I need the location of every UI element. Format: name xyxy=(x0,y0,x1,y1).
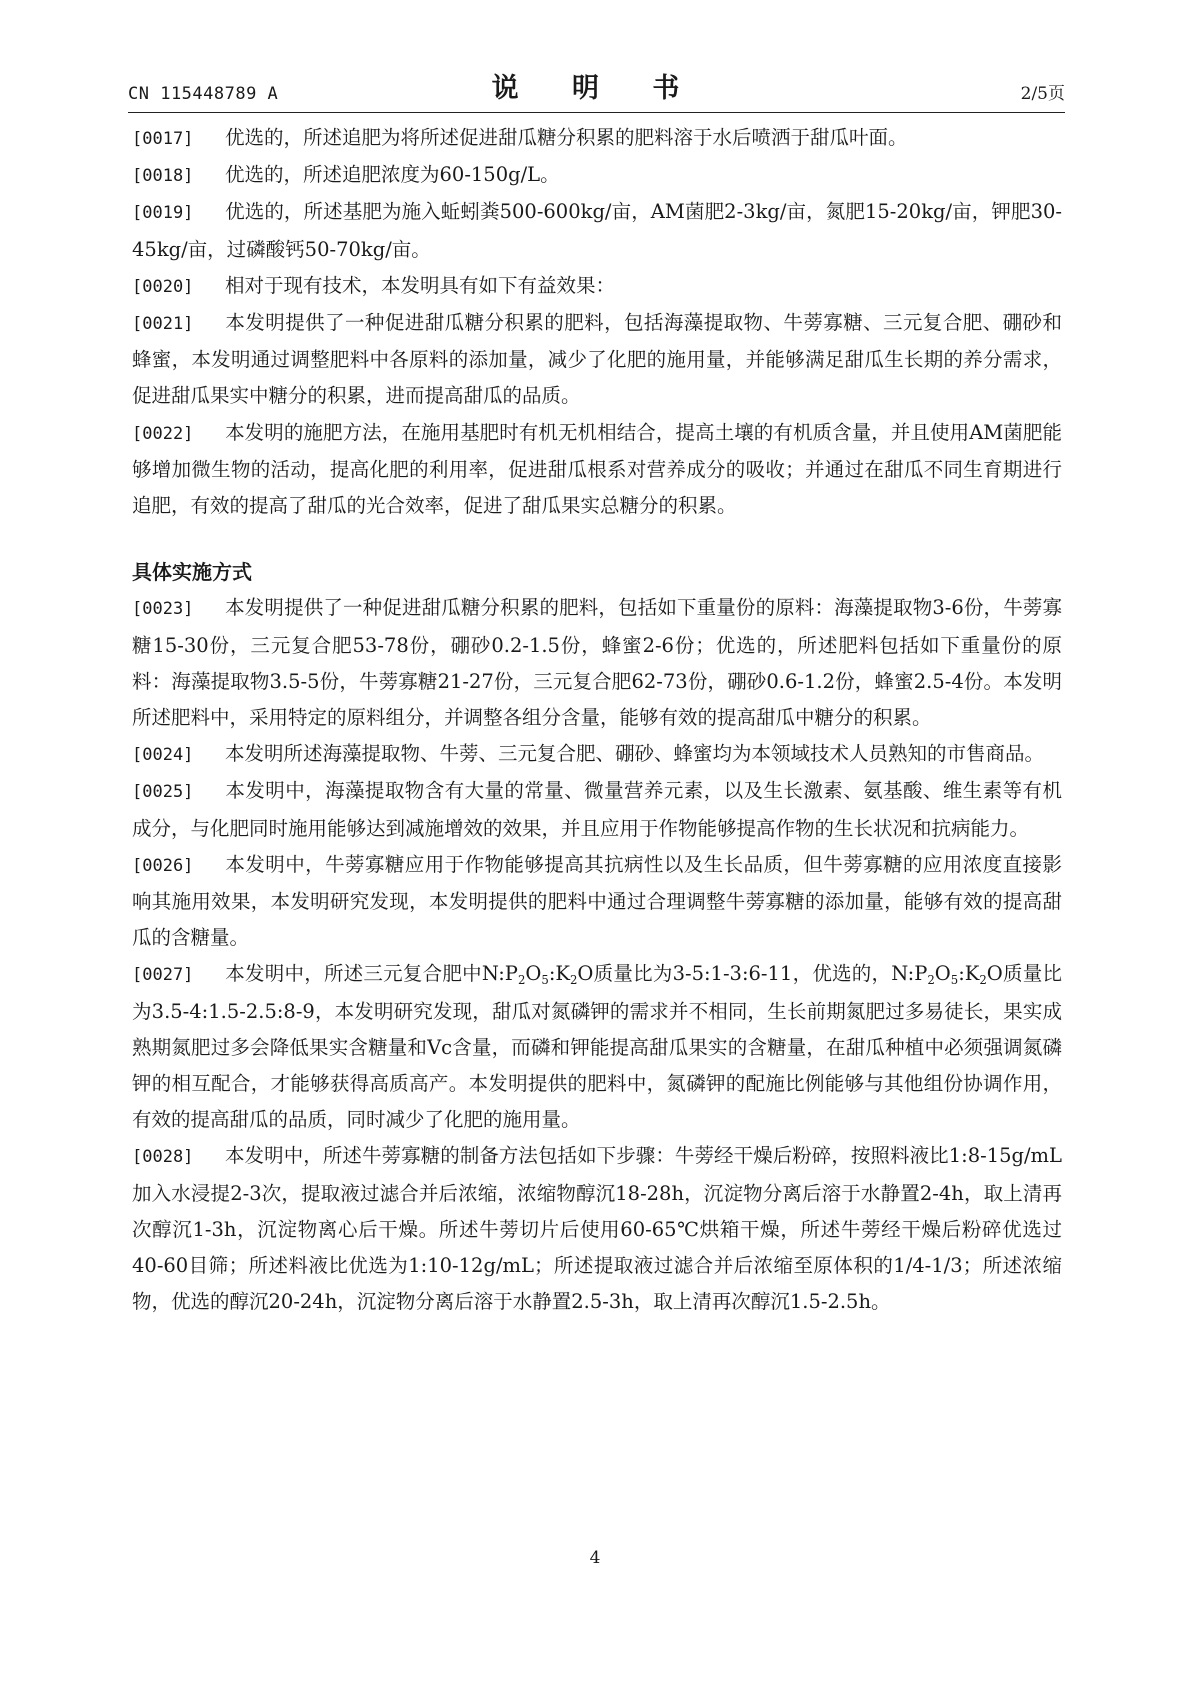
paragraph-text: 本发明的施肥方法，在施用基肥时有机无机相结合，提高土壤的有机质含量，并且使用AM菌肥能够增加微生物的活动，提高化肥的利用率，促进甜瓜根系对营养成分的吸收；并通过在甜瓜不同生育期进行追肥，有效的提高了甜瓜的光合效率，促进了甜瓜果实总糖分的积累。 xyxy=(132,420,1062,518)
paragraph-text: 相对于现有技术，本发明具有如下有益效果： xyxy=(225,273,616,297)
paragraph-text-part: :K xyxy=(548,962,570,986)
paragraph-text: 优选的，所述追肥浓度为60-150g/L。 xyxy=(225,163,560,187)
paragraph-0017 xyxy=(132,120,1062,157)
paragraph-number: [0021] xyxy=(132,314,194,335)
paragraph-text: 本发明提供了一种促进甜瓜糖分积累的肥料，包括海藻提取物、牛蒡寡糖、三元复合肥、硼砂和蜂蜜，本发明通过调整肥料中各原料的添加量，减少了化肥的施用量，并能够满足甜瓜生长期的养分需求，促进甜瓜果实中糖分的积累，进而提高甜瓜的品质。 xyxy=(132,311,1062,408)
paragraph-text-part: O质量比为3-5:1-3:6-11，优选的，N:P xyxy=(577,962,928,986)
paragraph-0025 xyxy=(132,773,1062,846)
paragraph-text: 本发明中，牛蒡寡糖应用于作物能够提高其抗病性以及生长品质，但牛蒡寡糖的应用浓度直接影响其施用效果，本发明研究发现，本发明提供的肥料中通过合理调整牛蒡寡糖的添加量，能够有效的提高甜瓜的含糖量。 xyxy=(132,852,1062,950)
subscript: 5 xyxy=(541,973,549,988)
paragraph-text: 优选的，所述追肥为将所述促进甜瓜糖分积累的肥料溶于水后喷洒于甜瓜叶面。 xyxy=(225,126,908,149)
paragraph-number: [0028] xyxy=(132,1147,194,1168)
paragraph-text-part: O xyxy=(525,962,542,986)
patent-number: CN 115448789 A xyxy=(128,84,279,104)
paragraph-0022 xyxy=(132,415,1062,525)
subscript: 2 xyxy=(927,973,935,988)
subscript: 2 xyxy=(517,973,526,988)
section-heading: 具体实施方式 xyxy=(132,560,252,585)
page-header xyxy=(128,66,1065,110)
paragraph-number: [0023] xyxy=(132,599,194,620)
paragraph-0023 xyxy=(132,590,1062,736)
paragraph-0021 xyxy=(132,305,1062,415)
paragraph-text-part: O xyxy=(934,962,951,986)
paragraph-0026 xyxy=(132,847,1062,957)
paragraph-number: [0019] xyxy=(132,203,194,224)
paragraph-number: [0024] xyxy=(132,745,194,766)
paragraph-0024 xyxy=(132,736,1062,773)
paragraph-0028 xyxy=(132,1138,1062,1320)
paragraph-number: [0018] xyxy=(132,166,194,187)
document-title: 说 明 书 xyxy=(491,73,702,104)
paragraph-text: 本发明中，海藻提取物含有大量的常量、微量营养元素，以及生长激素、氨基酸、维生素等有机成分，与化肥同时施用能够达到减施增效的效果，并且应用于作物能够提高作物的生长状况和抗病能力。 xyxy=(132,779,1062,840)
header-divider xyxy=(128,112,1065,113)
paragraph-text: 本发明所述海藻提取物、牛蒡、三元复合肥、硼砂、蜂蜜均为本领域技术人员熟知的市售商品。 xyxy=(225,742,1045,766)
subscript: 2 xyxy=(569,973,578,988)
subscript: 2 xyxy=(979,973,987,988)
page-indicator: 2/5页 xyxy=(1020,84,1065,104)
paragraph-0019 xyxy=(132,194,1062,267)
paragraph-0018 xyxy=(132,157,1062,194)
paragraph-text: 优选的，所述基肥为施入蚯蚓粪500-600kg/亩，AM菌肥2-3kg/亩，氮肥15-20kg/亩，钾肥30-45kg/亩，过磷酸钙50-70kg/亩。 xyxy=(132,200,1062,261)
paragraph-number: [0025] xyxy=(132,782,194,803)
paragraph-0027 xyxy=(132,956,1062,1138)
paragraph-text-part: 本发明中，所述三元复合肥中N:P xyxy=(225,962,518,986)
document-body xyxy=(132,120,1062,1321)
paragraph-number: [0022] xyxy=(132,423,194,444)
paragraph-0020 xyxy=(132,268,1062,305)
paragraph-text: 本发明提供了一种促进甜瓜糖分积累的肥料，包括如下重量份的原料：海藻提取物3-6份，牛蒡寡糖15-30份，三元复合肥53-78份，硼砂0.2-1.5份，蜂蜜2-6份；优选的，所述肥料包括如下重量份的原料：海藻提取物3.5-5份，牛蒡寡糖21-27份，三元复合肥62-73份，硼砂0.6-1.2份，蜂蜜2.5-4份。本发明所述肥料中，采用特定的原料组分，并调整各组分含量，能够有效的提高甜瓜中糖分的积累。 xyxy=(132,596,1062,730)
paragraph-number: [0027] xyxy=(132,965,194,986)
paragraph-text: 本发明中，所述牛蒡寡糖的制备方法包括如下步骤：牛蒡经干燥后粉碎，按照料液比1:8-15g/mL加入水浸提2-3次，提取液过滤合并后浓缩，浓缩物醇沉18-28h，沉淀物分离后溶于水静置2-4h，取上清再次醇沉1-3h，沉淀物离心后干燥。所述牛蒡切片后使用60-65℃烘箱干燥，所述牛蒡经干燥后粉碎优选过40-60目筛；所述料液比优选为1:10-12g/mL；所述提取液过滤合并后浓缩至原体积的1/4-1/3；所述浓缩物，优选的醇沉20-24h，沉淀物分离后溶于水静置2.5-3h，取上清再次醇沉1.5-2.5h。 xyxy=(132,1144,1062,1314)
paragraph-number: [0020] xyxy=(132,276,194,297)
paragraph-text-part: O质量比为3.5-4:1.5-2.5:8-9，本发明研究发现，甜瓜对氮磷钾的需求并不相同，生长前期氮肥过多易徒长，果实成熟期氮肥过多会降低果实含糖量和Vc含量，而磷和钾能提高甜瓜果实的含糖量，在甜瓜种植中必须强调氮磷钾的相互配合，才能够获得高质高产。本发明提供的肥料中，氮磷钾的配施比例能够与其他组份协调作用，有效的提高甜瓜的品质，同时减少了化肥的施用量。 xyxy=(132,962,1063,1132)
page-number: 4 xyxy=(589,1548,601,1568)
paragraph-number: [0017] xyxy=(132,129,194,149)
paragraph-number: [0026] xyxy=(132,855,194,876)
paragraph-text-part: :K xyxy=(958,962,980,986)
subscript: 5 xyxy=(950,973,959,988)
